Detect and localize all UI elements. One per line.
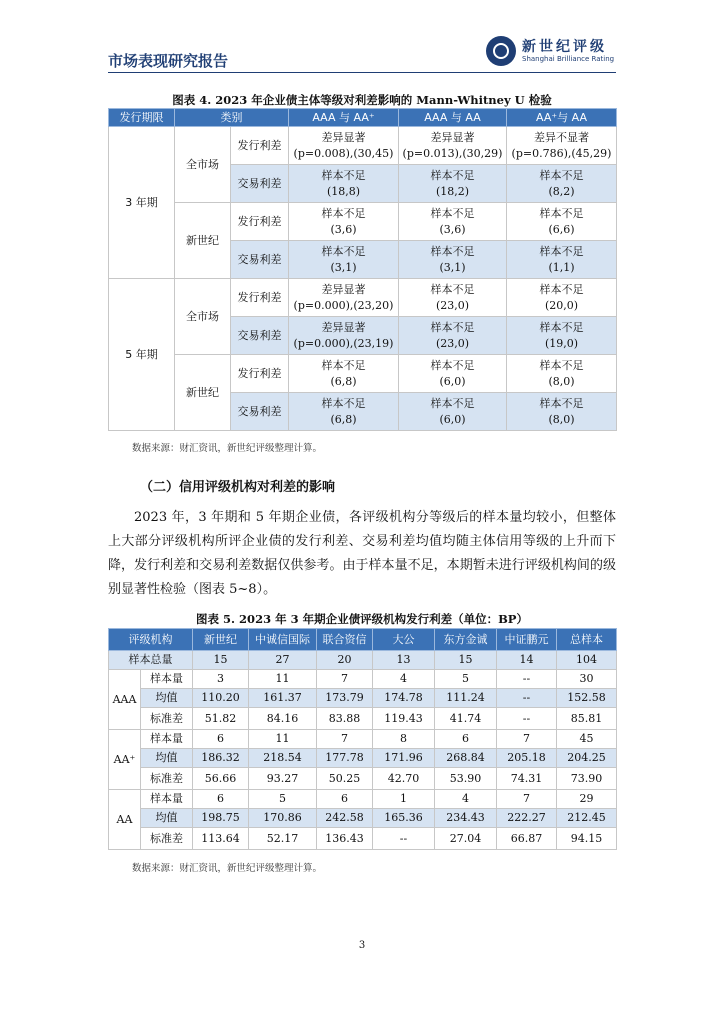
table5-header: 中证鹏元 (497, 629, 557, 651)
test-cell (507, 279, 617, 317)
section-paragraph: 2023 年，3 年期和 5 年期企业债，各评级机构分等级后的样本量均较小，但整体上大部分评级机构所评企业债的发行利差、交易利差均值均随主体信用等级的上升而下降，发行利差和交易利差数据仅供参考。由于样本量不足，本期暂未进行评级机构间的级别显著性检验（图表 5~8）。 (108, 510, 616, 597)
logo-text-cn: 新世纪评级 (522, 39, 607, 55)
table4-header: AAA 与 AA (399, 109, 507, 127)
test-cell-result: 差异不显著 (534, 130, 589, 144)
test-cell (507, 165, 617, 203)
value-cell: 50.25 (317, 768, 373, 790)
value-cell: 171.96 (373, 749, 435, 768)
test-cell-result: 样本不足 (430, 396, 475, 410)
table4 (108, 108, 617, 431)
total-row (109, 651, 617, 670)
value-cell: 177.78 (317, 749, 373, 768)
metric-label: 均值 (141, 749, 193, 768)
test-cell-stats: (8,0) (548, 374, 575, 388)
test-cell (289, 279, 399, 317)
table4-row (109, 127, 617, 165)
term-cell: 3 年期 (109, 127, 175, 279)
value-cell: 66.87 (497, 828, 557, 850)
value-cell: 53.90 (435, 768, 497, 790)
test-cell-result: 样本不足 (430, 358, 475, 372)
test-cell (399, 165, 507, 203)
table5-row (109, 708, 617, 730)
value-cell: 29 (557, 790, 617, 809)
value-cell: 174.78 (373, 689, 435, 708)
value-cell: 6 (193, 790, 249, 809)
test-cell-result: 样本不足 (430, 320, 475, 334)
table4-row (109, 203, 617, 241)
group-cell: 全市场 (175, 279, 231, 355)
table5-row (109, 828, 617, 850)
value-cell: 5 (249, 790, 317, 809)
total-cell: 15 (193, 651, 249, 670)
metric-label: 标准差 (141, 768, 193, 790)
value-cell: 6 (435, 730, 497, 749)
value-cell: 119.43 (373, 708, 435, 730)
table4-row (109, 279, 617, 317)
test-cell (399, 203, 507, 241)
table4-header: AAA 与 AA⁺ (289, 109, 399, 127)
test-cell-stats: (p=0.008),(30,45) (293, 146, 394, 160)
test-cell-result: 样本不足 (321, 168, 366, 182)
test-cell (399, 317, 507, 355)
test-cell-stats: (3,6) (330, 222, 357, 236)
test-cell-stats: (20,0) (544, 298, 579, 312)
value-cell: 110.20 (193, 689, 249, 708)
metric-label: 均值 (141, 689, 193, 708)
value-cell: 218.54 (249, 749, 317, 768)
test-cell-stats: (8,0) (548, 412, 575, 426)
total-cell: 104 (557, 651, 617, 670)
test-cell (507, 355, 617, 393)
value-cell: 84.16 (249, 708, 317, 730)
value-cell: -- (497, 670, 557, 689)
table5-header: 中诚信国际 (249, 629, 317, 651)
test-cell-stats: (23,0) (435, 336, 470, 350)
value-cell: 3 (193, 670, 249, 689)
page-number: 3 (358, 940, 366, 951)
test-cell-stats: (3,6) (439, 222, 466, 236)
value-cell: 85.81 (557, 708, 617, 730)
test-cell-stats: (p=0.000),(23,20) (293, 298, 394, 312)
test-cell-result: 样本不足 (321, 396, 366, 410)
table5-header: 大公 (373, 629, 435, 651)
value-cell: 42.70 (373, 768, 435, 790)
metric-label: 标准差 (141, 708, 193, 730)
value-cell: 204.25 (557, 749, 617, 768)
test-cell-result: 样本不足 (321, 244, 366, 258)
table5-row (109, 768, 617, 790)
value-cell: 186.32 (193, 749, 249, 768)
value-cell: 51.82 (193, 708, 249, 730)
value-cell: -- (497, 708, 557, 730)
value-cell: 11 (249, 730, 317, 749)
grade-cell: AA⁺ (109, 730, 141, 790)
test-cell-result: 样本不足 (430, 168, 475, 182)
table5-row (109, 670, 617, 689)
table5-row (109, 790, 617, 809)
value-cell: 205.18 (497, 749, 557, 768)
table4-row (109, 355, 617, 393)
table5-header: 东方金诚 (435, 629, 497, 651)
test-cell-stats: (23,0) (435, 298, 470, 312)
table4-header: 发行期限 (109, 109, 175, 127)
value-cell: 242.58 (317, 809, 373, 828)
test-cell-stats: (6,0) (439, 412, 466, 426)
group-cell: 新世纪 (175, 203, 231, 279)
test-cell-result: 样本不足 (539, 168, 584, 182)
value-cell: 165.36 (373, 809, 435, 828)
value-cell: 27.04 (435, 828, 497, 850)
total-cell: 14 (497, 651, 557, 670)
test-cell (507, 127, 617, 165)
value-cell: 170.86 (249, 809, 317, 828)
company-logo (486, 34, 618, 70)
test-cell-result: 样本不足 (539, 358, 584, 372)
value-cell: 8 (373, 730, 435, 749)
test-cell-stats: (6,8) (330, 374, 357, 388)
table5-caption: 图表 5. 2023 年 3 年期企业债评级机构发行利差（单位：BP） (196, 612, 528, 626)
spread-type-cell: 交易利差 (231, 241, 289, 279)
value-cell: 56.66 (193, 768, 249, 790)
test-cell-stats: (18,8) (326, 184, 361, 198)
value-cell: 113.64 (193, 828, 249, 850)
test-cell-stats: (8,2) (548, 184, 575, 198)
test-cell-stats: (3,1) (439, 260, 466, 274)
test-cell-stats: (6,6) (548, 222, 575, 236)
group-cell: 新世纪 (175, 355, 231, 431)
test-cell (289, 203, 399, 241)
test-cell-stats: (18,2) (435, 184, 470, 198)
value-cell: -- (373, 828, 435, 850)
test-cell-stats: (6,8) (330, 412, 357, 426)
value-cell: 7 (497, 790, 557, 809)
test-cell (289, 127, 399, 165)
logo-emblem-icon (486, 36, 516, 66)
section-heading: （二）信用评级机构对利差的影响 (140, 480, 336, 495)
test-cell (399, 127, 507, 165)
value-cell: 5 (435, 670, 497, 689)
test-cell-result: 样本不足 (539, 244, 584, 258)
test-cell-result: 样本不足 (539, 320, 584, 334)
value-cell: 93.27 (249, 768, 317, 790)
table5-row (109, 749, 617, 768)
value-cell: 45 (557, 730, 617, 749)
test-cell (289, 317, 399, 355)
spread-type-cell: 发行利差 (231, 279, 289, 317)
total-cell: 27 (249, 651, 317, 670)
logo-text-en: Shanghai Brilliance Rating (522, 55, 615, 63)
test-cell-result: 样本不足 (539, 282, 584, 296)
table4-source: 数据来源：财汇资讯，新世纪评级整理计算。 (132, 443, 323, 454)
spread-type-cell: 发行利差 (231, 127, 289, 165)
test-cell (399, 393, 507, 431)
value-cell: 11 (249, 670, 317, 689)
test-cell (507, 393, 617, 431)
test-cell-result: 样本不足 (321, 358, 366, 372)
test-cell-result: 样本不足 (539, 206, 584, 220)
table5-header: 评级机构 (109, 629, 193, 651)
value-cell: 4 (435, 790, 497, 809)
table5-source: 数据来源：财汇资讯，新世纪评级整理计算。 (132, 863, 323, 874)
value-cell: 234.43 (435, 809, 497, 828)
test-cell (507, 203, 617, 241)
test-cell-result: 样本不足 (539, 396, 584, 410)
value-cell: 212.45 (557, 809, 617, 828)
test-cell-result: 差异显著 (321, 320, 366, 334)
metric-label: 样本量 (141, 730, 193, 749)
spread-type-cell: 交易利差 (231, 317, 289, 355)
table5 (108, 628, 617, 850)
value-cell: 173.79 (317, 689, 373, 708)
test-cell-stats: (1,1) (548, 260, 575, 274)
test-cell-result: 差异显著 (430, 130, 475, 144)
test-cell-result: 样本不足 (430, 282, 475, 296)
table4-header: 类别 (175, 109, 289, 127)
value-cell: 7 (317, 670, 373, 689)
value-cell: 4 (373, 670, 435, 689)
spread-type-cell: 交易利差 (231, 393, 289, 431)
table5-row (109, 809, 617, 828)
test-cell (289, 355, 399, 393)
value-cell: 41.74 (435, 708, 497, 730)
value-cell: 6 (317, 790, 373, 809)
test-cell (507, 241, 617, 279)
table4-caption: 图表 4. 2023 年企业债主体等级对利差影响的 Mann-Whitney U 检验 (172, 93, 552, 107)
test-cell-stats: (6,0) (439, 374, 466, 388)
test-cell-result: 差异显著 (321, 130, 366, 144)
table5-row (109, 730, 617, 749)
test-cell-result: 样本不足 (430, 206, 475, 220)
test-cell-result: 样本不足 (430, 244, 475, 258)
test-cell (507, 317, 617, 355)
metric-label: 均值 (141, 809, 193, 828)
total-cell: 20 (317, 651, 373, 670)
value-cell: 74.31 (497, 768, 557, 790)
test-cell (289, 393, 399, 431)
value-cell: -- (497, 689, 557, 708)
value-cell: 111.24 (435, 689, 497, 708)
value-cell: 73.90 (557, 768, 617, 790)
group-cell: 全市场 (175, 127, 231, 203)
spread-type-cell: 交易利差 (231, 165, 289, 203)
value-cell: 52.17 (249, 828, 317, 850)
grade-cell: AAA (109, 670, 141, 730)
test-cell-stats: (p=0.013),(30,29) (402, 146, 503, 160)
test-cell (399, 241, 507, 279)
metric-label: 样本量 (141, 670, 193, 689)
metric-label: 样本量 (141, 790, 193, 809)
value-cell: 222.27 (497, 809, 557, 828)
test-cell (289, 241, 399, 279)
test-cell-stats: (p=0.786),(45,29) (511, 146, 612, 160)
value-cell: 1 (373, 790, 435, 809)
header-divider (108, 72, 616, 73)
value-cell: 30 (557, 670, 617, 689)
value-cell: 83.88 (317, 708, 373, 730)
spread-type-cell: 发行利差 (231, 203, 289, 241)
table5-header: 新世纪 (193, 629, 249, 651)
test-cell (289, 165, 399, 203)
value-cell: 7 (317, 730, 373, 749)
test-cell-stats: (19,0) (544, 336, 579, 350)
value-cell: 198.75 (193, 809, 249, 828)
value-cell: 161.37 (249, 689, 317, 708)
value-cell: 6 (193, 730, 249, 749)
table5-header: 总样本 (557, 629, 617, 651)
table4-header: AA⁺与 AA (507, 109, 617, 127)
test-cell-result: 样本不足 (321, 206, 366, 220)
test-cell (399, 355, 507, 393)
total-cell: 15 (435, 651, 497, 670)
test-cell (399, 279, 507, 317)
total-label: 样本总量 (109, 651, 193, 670)
value-cell: 152.58 (557, 689, 617, 708)
total-cell: 13 (373, 651, 435, 670)
value-cell: 268.84 (435, 749, 497, 768)
value-cell: 136.43 (317, 828, 373, 850)
value-cell: 94.15 (557, 828, 617, 850)
test-cell-stats: (p=0.000),(23,19) (293, 336, 394, 350)
grade-cell: AA (109, 790, 141, 850)
table5-header: 联合资信 (317, 629, 373, 651)
metric-label: 标准差 (141, 828, 193, 850)
term-cell: 5 年期 (109, 279, 175, 431)
test-cell-stats: (3,1) (330, 260, 357, 274)
table5-row (109, 689, 617, 708)
test-cell-result: 差异显著 (321, 282, 366, 296)
value-cell: 7 (497, 730, 557, 749)
report-title: 市场表现研究报告 (108, 52, 229, 70)
spread-type-cell: 发行利差 (231, 355, 289, 393)
